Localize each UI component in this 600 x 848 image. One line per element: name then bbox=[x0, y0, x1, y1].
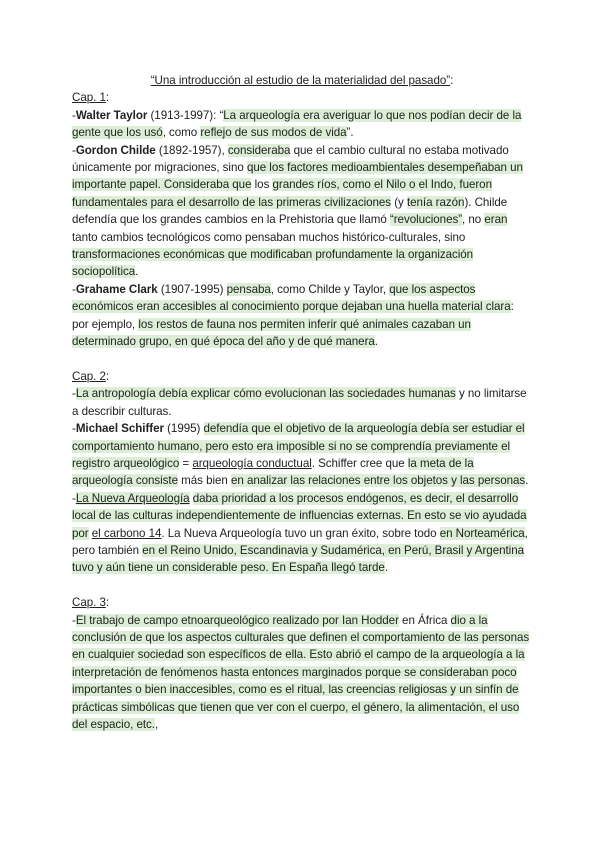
highlighted-text: grandes ríos, como el Nilo o el Indo, fueron fundamentales para el desarrollo de las primeras civilizaciones bbox=[72, 178, 492, 209]
bold-name: Walter Taylor bbox=[75, 108, 148, 122]
highlighted-text: El trabajo de campo etnoarqueológico realizado por Ian Hodder bbox=[75, 613, 399, 627]
text-segment: en África bbox=[398, 613, 451, 627]
paragraph bbox=[72, 281, 532, 351]
chapter-heading: Cap. 3: bbox=[72, 596, 110, 610]
chapter-heading: Cap. 1: bbox=[72, 91, 110, 105]
highlighted-text: que los factores medioambientales desempeñaban un importante papel. Consideraba que bbox=[72, 161, 523, 192]
text-segment: - bbox=[72, 143, 76, 157]
highlighted-text: daba prioridad a los procesos endógenos, es decir, el desarrollo local de las culturas independientemente de influencias externas. En esto se vio ayudada por bbox=[72, 491, 527, 540]
highlighted-text: dio a la conclusión de que los aspectos culturales que definen el comportamiento de las personas en cualquier sociedad son específicos de ella. Esto abrió el campo de la arqueología a la interpretación de fenómenos hasta entonces marginados porque se consideraban poco importantes o bien inaccesibles, como es el ritual, las creencias religiosas y un sinfín de prácticas simbólicas que tienen que ver con el cuerpo, el género, la alimentación, el uso del espacio, etc. bbox=[72, 613, 530, 731]
document-title: “Una introducción al estudio de la materialidad del pasado”: bbox=[150, 74, 454, 87]
text-segment: (1907-1995) bbox=[157, 282, 227, 296]
chapter-heading: Cap. 2: bbox=[72, 369, 110, 383]
text-segment: (1995) bbox=[163, 422, 204, 436]
highlighted-text: eran bbox=[484, 213, 508, 227]
highlighted-text: La arqueología era averiguar lo que nos podían decir de la gente que los usó bbox=[72, 108, 522, 140]
highlighted-text: en analizar las relaciones entre los objetos y las personas bbox=[231, 474, 526, 488]
text-segment: (1892-1957), bbox=[155, 143, 228, 157]
bold-name: Gordon Childe bbox=[75, 143, 156, 157]
text-segment: tanto cambios tecnológicos como pensaban muchos histórico-culturales, sino bbox=[72, 230, 466, 244]
text-segment: - bbox=[72, 491, 76, 505]
text-segment: = bbox=[179, 456, 193, 470]
paragraph bbox=[72, 420, 532, 490]
chapter-heading-text: Cap. 1 bbox=[72, 91, 106, 105]
text-segment: . bbox=[374, 335, 378, 349]
text-segment: más bien bbox=[178, 474, 231, 488]
text-segment: . Schiffer cree que bbox=[311, 456, 408, 470]
chapter-heading-text: Cap. 3 bbox=[72, 596, 106, 610]
paragraph bbox=[72, 385, 532, 420]
highlighted-text: tenía razón bbox=[406, 195, 465, 209]
text-segment: , pero también bbox=[72, 526, 528, 557]
text-segment: - bbox=[72, 387, 76, 401]
text-segment: - bbox=[72, 422, 76, 436]
text-segment: , como bbox=[162, 126, 201, 140]
text-segment: . La Nueva Arqueología tuvo un gran éxito, sobre todo bbox=[161, 526, 440, 540]
text-segment: . bbox=[525, 474, 529, 488]
text-segment: . bbox=[135, 265, 139, 279]
text-segment: y no limitarse a describir culturas. bbox=[72, 387, 527, 418]
text-segment: , bbox=[154, 718, 159, 731]
bold-name: Grahame Clark bbox=[75, 282, 158, 296]
highlighted-text: transformaciones económicas que modificaban profundamente la organización sociopolítica bbox=[72, 248, 474, 279]
paragraph bbox=[72, 612, 532, 734]
text-segment: arqueología conductual bbox=[192, 456, 312, 470]
text-segment: (y bbox=[391, 195, 407, 209]
text-segment: . bbox=[384, 561, 389, 575]
paragraph bbox=[72, 490, 532, 577]
text-segment: - bbox=[72, 282, 76, 296]
highlighted-text: consideraba bbox=[227, 143, 291, 157]
paragraph-gap bbox=[72, 351, 532, 368]
highlighted-text: “revoluciones” bbox=[389, 213, 463, 227]
text-segment: - bbox=[72, 108, 76, 122]
document-page bbox=[72, 72, 532, 733]
highlighted-text: defendía que el objetivo de la arqueología debía ser estudiar el comportamiento humano, pero esto era imposible si no se comprendía previamente el registro arqueológico bbox=[72, 422, 525, 470]
chapter-heading-text: Cap. 2 bbox=[72, 369, 106, 383]
highlighted-text: pensaba bbox=[226, 282, 271, 296]
text-segment: (1913-1997): “ bbox=[147, 108, 224, 122]
highlighted-text: en Norteamérica bbox=[439, 526, 525, 540]
highlighted-text: la meta de la arqueología consiste bbox=[72, 456, 474, 488]
paragraph bbox=[72, 142, 532, 281]
text-segment: - bbox=[72, 613, 76, 627]
highlighted-text: La antropología debía explicar cómo evolucionan las sociedades humanas bbox=[75, 387, 456, 401]
text-segment: , como Childe y Taylor, bbox=[270, 282, 390, 296]
highlighted-text: en el Reino Unido, Escandinavia y Sudamérica, en Perú, Brasil y Argentina tuvo y aún tiene un considerable peso. En España llegó tarde bbox=[72, 543, 524, 575]
bold-name: Michael Schiffer bbox=[75, 422, 164, 436]
paragraph bbox=[72, 107, 532, 142]
highlighted-text: los restos de fauna nos permiten inferir qué animales cazaban un determinado grupo, en qué época del año y de qué manera bbox=[72, 317, 471, 349]
highlighted-text: que los aspectos económicos eran accesibles al conocimiento porque dejaban una huella material clara bbox=[72, 282, 511, 314]
chapters-container bbox=[72, 89, 532, 733]
text-segment: ). Childe defendía que los grandes cambios en la Prehistoria que llamó bbox=[72, 195, 508, 227]
text-segment: ”. bbox=[346, 126, 354, 140]
text-segment: que el cambio cultural no estaba motivado únicamente por migraciones, sino bbox=[72, 143, 509, 175]
text-segment: el carbono 14 bbox=[91, 526, 162, 540]
highlighted-text: La Nueva Arqueología bbox=[75, 491, 190, 505]
text-segment: : por ejemplo, bbox=[72, 300, 514, 331]
highlighted-text: reflejo de sus modos de vida bbox=[200, 126, 347, 140]
paragraph-gap bbox=[72, 577, 532, 594]
text-segment: los bbox=[251, 178, 273, 192]
title-text: “Una introducción al estudio de la materialidad del pasado” bbox=[150, 74, 451, 87]
text-segment: , no bbox=[462, 213, 485, 227]
